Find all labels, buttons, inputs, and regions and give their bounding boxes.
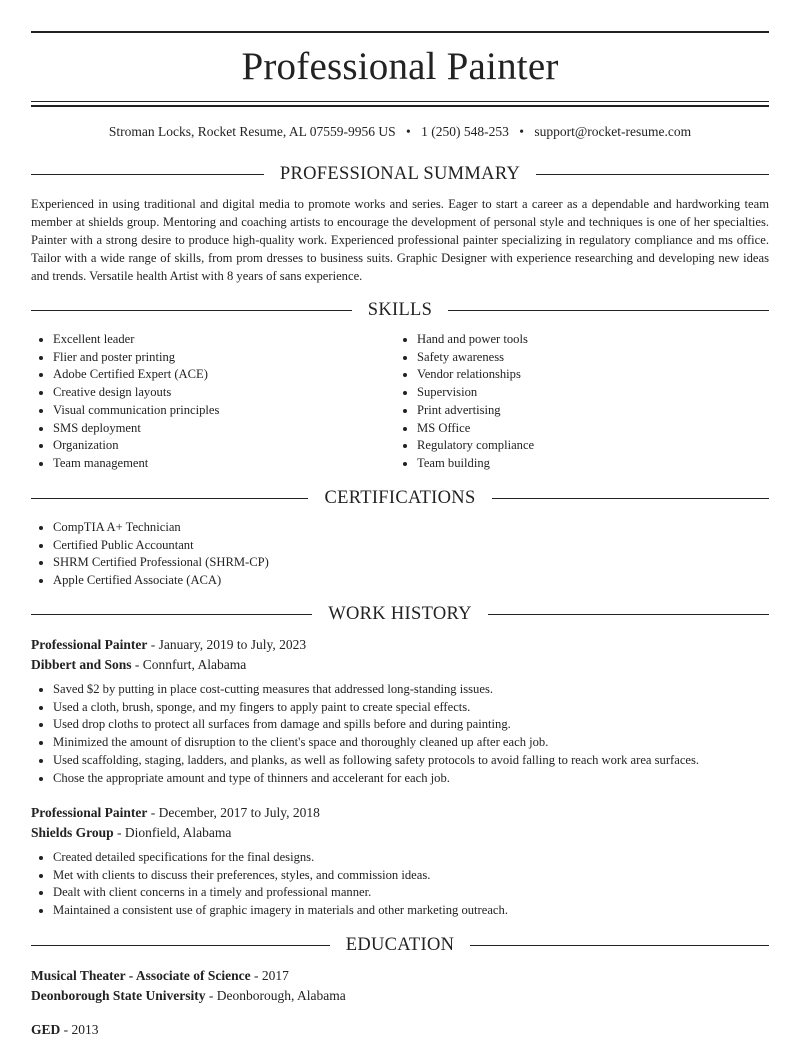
list-item: • Organization: [53, 437, 371, 455]
list-item: • Met with clients to discuss their preferences, styles, and commission ideas.: [53, 867, 769, 885]
job-dates: - December, 2017 to July, 2018: [147, 805, 320, 820]
section-heading-education: [31, 933, 769, 957]
list-item: • Created detailed specifications for the final designs.: [53, 849, 769, 867]
section-heading-work-history: [31, 602, 769, 626]
job-dates: - January, 2019 to July, 2023: [147, 637, 307, 652]
top-rule: [31, 31, 769, 33]
list-item: • Dealt with client concerns in a timely and professional manner.: [53, 884, 769, 902]
job-location: - Dionfield, Alabama: [113, 824, 232, 840]
education-degree: Musical Theater - Associate of Science: [31, 968, 251, 983]
list-item: • Flier and poster printing: [53, 349, 371, 367]
certifications-block: [31, 519, 731, 590]
list-item: • Safety awareness: [417, 349, 735, 367]
list-item: • Excellent leader: [53, 331, 371, 349]
contact-line: [31, 124, 769, 140]
job-duties-list: [31, 681, 769, 787]
candidate-name: Professional Painter: [241, 45, 559, 88]
job-entry: [31, 803, 769, 920]
contact-email: support@rocket-resume.com: [534, 124, 692, 139]
skills-list-right: [395, 331, 735, 473]
list-item: • Creative design layouts: [53, 384, 371, 402]
job-title-line: [31, 635, 769, 655]
section-heading-summary: [31, 162, 769, 186]
contact-phone: 1 (250) 548-253: [421, 124, 509, 139]
job-role: Professional Painter: [31, 637, 148, 652]
list-item: • Print advertising: [417, 402, 735, 420]
list-item: • Chose the appropriate amount and type of thinners and accelerant for each job.: [53, 770, 769, 788]
section-title: WORK HISTORY: [328, 603, 472, 624]
list-item: • SHRM Certified Professional (SHRM-CP): [53, 554, 731, 572]
skills-list-left: [31, 331, 371, 473]
education-degree: GED: [31, 1022, 61, 1037]
list-item: • Saved $2 by putting in place cost-cutting measures that addressed long-standing issues.: [53, 681, 769, 699]
heading-rule-left: [31, 174, 264, 175]
list-item: • Regulatory compliance: [417, 437, 735, 455]
list-item: • Certified Public Accountant: [53, 537, 731, 555]
contact-separator: •: [406, 124, 411, 139]
section-title: CERTIFICATIONS: [324, 487, 476, 508]
section-title: EDUCATION: [345, 934, 455, 955]
skills-column-right: [395, 331, 735, 473]
heading-rule-right: [488, 614, 769, 615]
education-entry: [31, 1020, 769, 1040]
education-year: - 2013: [60, 1022, 99, 1037]
heading-rule-left: [31, 945, 330, 946]
list-item: • Used a cloth, brush, sponge, and my fingers to apply paint to create special effects.: [53, 699, 769, 717]
certifications-list: [31, 519, 731, 590]
education-entry: [31, 966, 769, 1005]
list-item: • Hand and power tools: [417, 331, 735, 349]
section-title: SKILLS: [367, 299, 433, 320]
heading-rule-right: [536, 174, 769, 175]
header-rule-thick: [31, 105, 769, 107]
education-location: - Deonborough, Alabama: [205, 987, 346, 1003]
education-school-line: [31, 986, 769, 1006]
skills-column-left: [31, 331, 371, 473]
list-item: • Vendor relationships: [417, 366, 735, 384]
job-company-line: [31, 655, 769, 675]
list-item: • Adobe Certified Expert (ACE): [53, 366, 371, 384]
section-heading-skills: [31, 298, 769, 322]
contact-address: Stroman Locks, Rocket Resume, AL 07559-9956 US: [108, 124, 396, 139]
education-degree-line: [31, 1020, 769, 1040]
education-school: Deonborough State University: [31, 987, 206, 1003]
job-location: - Connfurt, Alabama: [131, 656, 247, 672]
job-company: Dibbert and Sons: [31, 656, 132, 672]
list-item: • Team management: [53, 455, 371, 473]
section-heading-certifications: [31, 486, 769, 510]
list-item: • Used drop cloths to protect all surfaces from damage and spills before and during painting.: [53, 716, 769, 734]
job-duties-list: [31, 849, 769, 920]
heading-rule-right: [470, 945, 769, 946]
heading-rule-left: [31, 614, 312, 615]
list-item: • Apple Certified Associate (ACA): [53, 572, 731, 590]
heading-rule-right: [492, 498, 769, 499]
education-year: - 2017: [250, 968, 289, 983]
list-item: • Visual communication principles: [53, 402, 371, 420]
heading-rule-left: [31, 310, 352, 311]
list-item: • Team building: [417, 455, 735, 473]
heading-rule-right: [448, 310, 769, 311]
list-item: • Maintained a consistent use of graphic imagery in materials and other marketing outreach.: [53, 902, 769, 920]
section-title: PROFESSIONAL SUMMARY: [279, 163, 521, 184]
list-item: • SMS deployment: [53, 420, 371, 438]
job-company-line: [31, 823, 769, 843]
job-title-line: [31, 803, 769, 823]
contact-separator: •: [519, 124, 524, 139]
education-degree-line: [31, 966, 769, 986]
job-company: Shields Group: [31, 824, 114, 840]
list-item: • Supervision: [417, 384, 735, 402]
list-item: • CompTIA A+ Technician: [53, 519, 731, 537]
job-entry: [31, 635, 769, 787]
list-item: • Used scaffolding, staging, ladders, and planks, as well as following safety protocols to avoid falling to reach work area surfaces.: [53, 752, 769, 770]
job-role: Professional Painter: [31, 805, 148, 820]
heading-rule-left: [31, 498, 308, 499]
list-item: • MS Office: [417, 420, 735, 438]
list-item: • Minimized the amount of disruption to the client's space and thoroughly cleaned up after each job.: [53, 734, 769, 752]
summary-text: Experienced in using traditional and digital media to promote works and series. Eager to start a career as a dependable and hardworking team member at shields group. Mentoring and coaching artists to encourage the development of personal style and techniques is one of her specialties. Painter with a strong desire to produce high-quality work. Experienced professional painter specializing in regulatory compliance and ms office. Tailor with a wide range of skills, from prom dresses to business suits. Graphic Designer with experience researching and developing new ideas and trends. Versatile health Artist with 8 years of sans experience.: [31, 197, 769, 283]
header-rule-thin: [31, 101, 769, 102]
